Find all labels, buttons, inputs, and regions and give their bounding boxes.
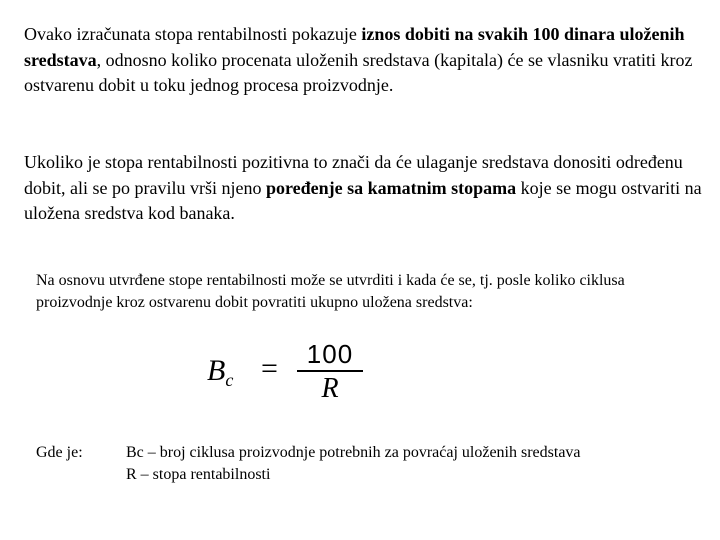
formula-denominator: R <box>321 373 339 404</box>
legend-definitions <box>126 442 686 487</box>
formula-fraction-bar <box>297 370 363 372</box>
formula-lhs-base: B <box>207 354 226 387</box>
paragraph-text: Na osnovu utvrđene stope rentabilnosti može se utvrditi i kada će se, tj. posle koliko ciklusa proizvodnje kroz ostvarenu dobit povratiti ukupno uložena sredstva: <box>36 272 625 312</box>
paragraph-return-rate <box>24 22 694 99</box>
paragraph-bold-text: iznos dobiti na svakih 100 dinara uloženih sredstava <box>24 24 685 70</box>
formula-numerator: 100 <box>306 339 354 369</box>
formula-lhs-subscript: c <box>225 370 234 390</box>
paragraph-comparison <box>24 150 709 227</box>
legend-definition-r: R – stopa rentabilnosti <box>126 466 271 484</box>
formula-fraction <box>297 340 363 404</box>
formula-cycles <box>205 340 365 406</box>
paragraph-text: Ovako izračunata stopa rentabilnosti pokazuje <box>24 24 362 44</box>
legend-label: Gde je: <box>36 444 83 461</box>
formula-lhs <box>207 354 233 391</box>
paragraph-text: koje se mogu ostvariti na uložena sredstva kod banaka. <box>24 177 702 224</box>
formula-equals: = <box>261 352 278 385</box>
paragraph-text: , odnosno koliko procenata uloženih sredstava (kapitala) će se vlasniku vratiti kroz ostvarenu dobit u toku jednog procesa proizvodnje. <box>24 49 693 96</box>
paragraph-cycles <box>36 270 676 315</box>
legend-definition-bc: Bc – broj ciklusa proizvodnje potrebnih za povraćaj uloženih sredstava <box>126 444 581 461</box>
paragraph-text: Ukoliko je stopa rentabilnosti pozitivna to znači da će ulaganje sredstava donositi određenu dobit, ali se po pravilu vrši njeno <box>24 152 683 198</box>
paragraph-bold-text: poređenje sa kamatnim stopama <box>265 177 517 198</box>
